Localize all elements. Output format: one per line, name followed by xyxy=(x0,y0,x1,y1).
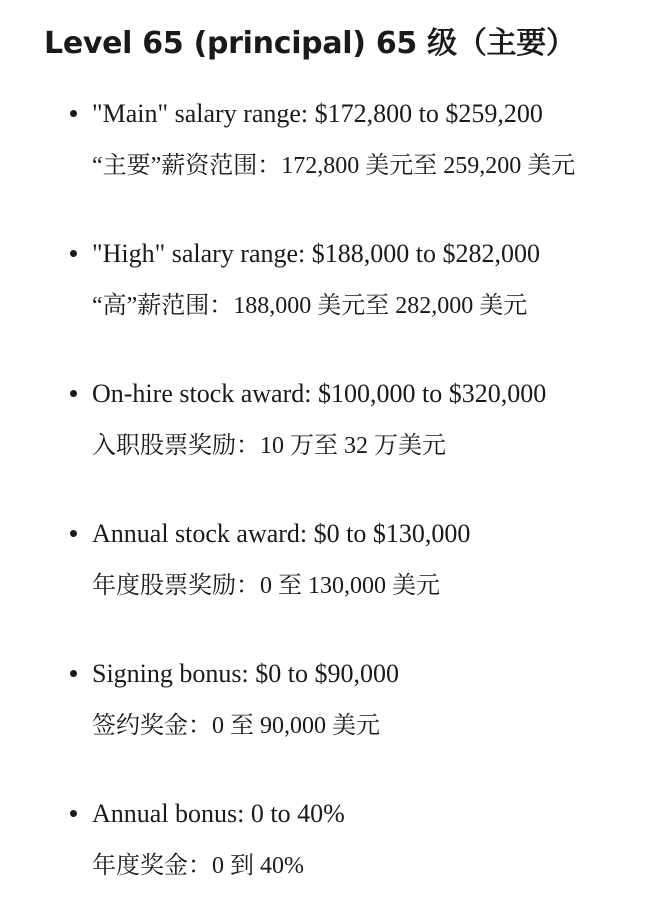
list-item-annual-stock xyxy=(0,518,660,638)
list-item-on-hire-stock xyxy=(0,378,660,498)
list-item-main-salary xyxy=(0,98,660,218)
chinese-text: 入职股票奖励：10 万至 32 万美元 xyxy=(92,433,446,459)
chinese-text: 签约奖金：0 至 90,000 美元 xyxy=(92,713,380,739)
list-item-annual-bonus xyxy=(0,798,660,918)
bullet-dot xyxy=(70,670,77,677)
chinese-text: “主要”薪资范围：172,800 美元至 259,200 美元 xyxy=(92,153,576,179)
bullet-dot xyxy=(70,810,77,817)
english-text: Annual stock award: $0 to $130,000 xyxy=(92,519,471,548)
list-item-high-salary xyxy=(0,238,660,358)
bullet-dot xyxy=(70,530,77,537)
english-text: Annual bonus: 0 to 40% xyxy=(92,799,345,828)
section-heading: Level 65 (principal) 65 级（主要） xyxy=(44,26,576,61)
chinese-text: 年度奖金：0 到 40% xyxy=(92,853,304,879)
english-text: Signing bonus: $0 to $90,000 xyxy=(92,659,399,688)
list-item-signing-bonus xyxy=(0,658,660,778)
english-text: "High" salary range: $188,000 to $282,000 xyxy=(92,239,540,268)
bullet-dot xyxy=(70,390,77,397)
bullet-dot xyxy=(70,250,77,257)
chinese-text: “高”薪范围：188,000 美元至 282,000 美元 xyxy=(92,293,528,319)
english-text: On-hire stock award: $100,000 to $320,000 xyxy=(92,379,547,408)
english-text: "Main" salary range: $172,800 to $259,200 xyxy=(92,99,543,128)
chinese-text: 年度股票奖励：0 至 130,000 美元 xyxy=(92,573,440,599)
bullet-dot xyxy=(70,110,77,117)
